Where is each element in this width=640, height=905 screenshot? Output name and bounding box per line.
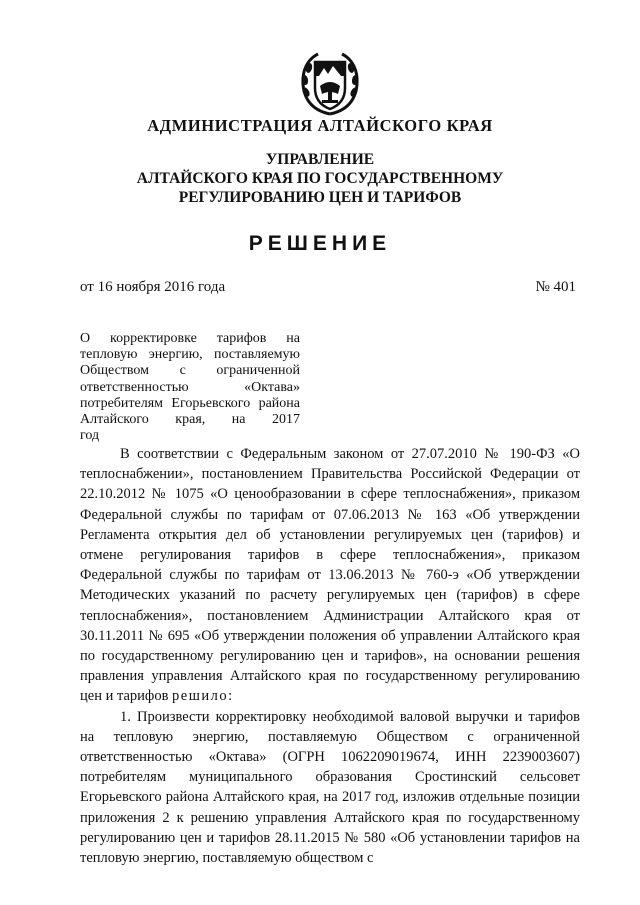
document-subject xyxy=(80,331,300,444)
document-number: № 401 xyxy=(535,279,576,295)
document-date: от 16 ноября 2016 года xyxy=(80,279,226,295)
subject-text: О корректировке тарифов на тепловую энергию, поставляемую Обществом с ограниченной ответственностью «Октава» потребителям Егорьевского района Алтайского края, на 2017 xyxy=(80,331,300,428)
preamble-text: В соответствии с Федеральным законом от 27.07.2010 № 190-ФЗ «О теплоснабжении», постановлением Правительства Российской Федерации от 22.10.2012 № 1075 «О ценообразовании в сфере теплоснабжения», приказом Федеральной службы по тарифам от 07.06.2013 № 163 «Об утверждении Регламента открытия дел об установлении регулируемых цен (тарифов) и отмене регулирования тарифов в сфере теплоснабжения», приказом Федеральной службы по тарифам от 13.06.2013 № 760-э «Об утверждении Методических указаний по расчету регулируемых цен (тарифов) в сфере теплоснабжения», постановлением Администрации Алтайского края от 30.11.2011 № 695 «Об утверждении положения об управлении Алтайского края по государственному регулированию цен и тарифов», на основании решения правления управления Алтайского края по государственному регулированию цен и тарифов xyxy=(80,446,580,705)
organization-name: АДМИНИСТРАЦИЯ АЛТАЙСКОГО КРАЯ xyxy=(147,116,493,135)
document-body xyxy=(80,444,580,868)
item-1-paragraph: 1. Произвести корректировку необходимой валовой выручки и тарифов на тепловую энергию, поставляемую Обществом с ограниченной ответственностью «Октава» (ОГРН 1062209019674, ИНН 2239003607) потребителям муниципального образования Сростинский сельсовет Егорьевского района Алтайского края, на 2017 год, изложив отдельные позиции приложения 2 к решению управления Алтайского края по государственному регулированию цен и тарифов 28.11.2015 № 580 «Об установлении тарифов на тепловую энергию, поставляемую обществом с xyxy=(80,708,580,867)
subject-text-end: год xyxy=(80,428,100,444)
document-title: РЕШЕНИЕ xyxy=(248,232,392,255)
department-line: АЛТАЙСКОГО КРАЯ ПО ГОСУДАРСТВЕННОМУ xyxy=(136,170,504,187)
preamble-paragraph xyxy=(80,444,580,707)
department-line: УПРАВЛЕНИЕ xyxy=(265,151,375,168)
coat-of-arms-icon xyxy=(300,52,360,116)
decided-text: решило: xyxy=(172,688,234,705)
department-name xyxy=(0,150,640,207)
department-line: РЕГУЛИРОВАНИЮ ЦЕН И ТАРИФОВ xyxy=(178,189,462,206)
